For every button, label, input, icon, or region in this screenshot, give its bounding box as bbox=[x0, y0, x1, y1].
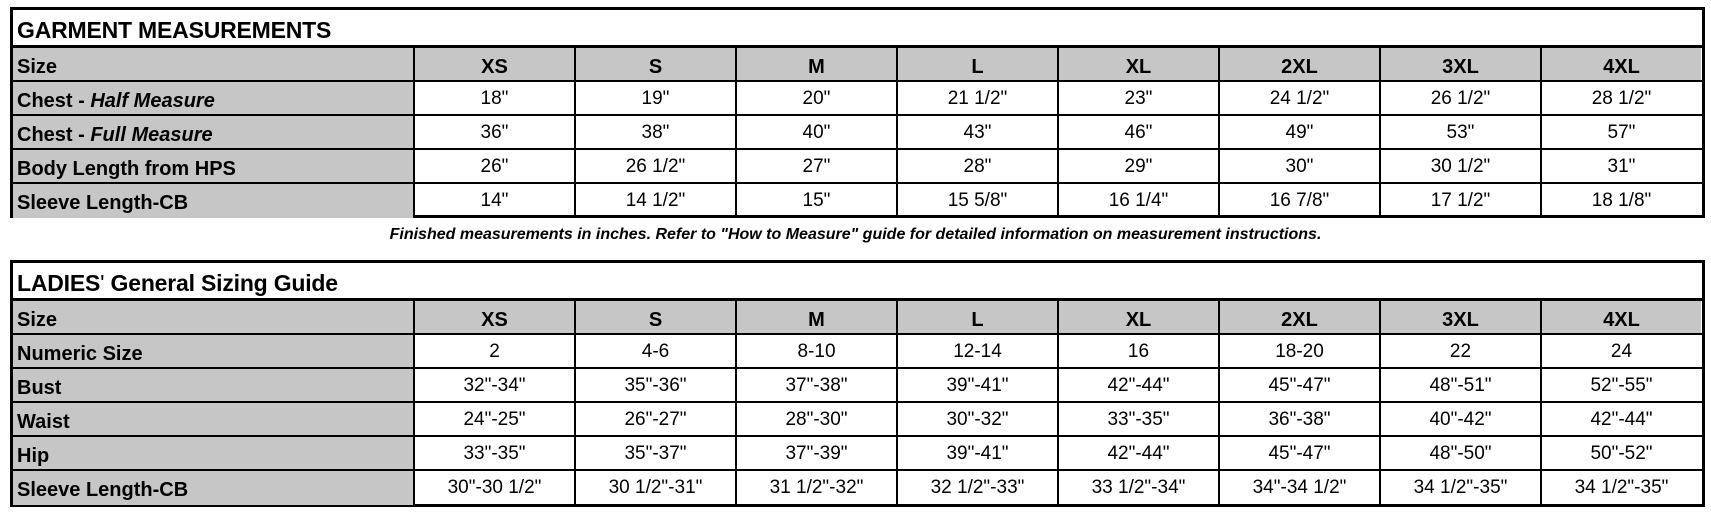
size-header-cell: XS bbox=[413, 48, 574, 80]
value-cell: 20" bbox=[735, 82, 896, 114]
ladies-sizing-table bbox=[10, 260, 1705, 507]
size-header-cell: M bbox=[735, 301, 896, 333]
value-cell: 37"-39" bbox=[735, 437, 896, 469]
row-label: Body Length from HPS bbox=[13, 150, 413, 182]
value-cell: 26"-27" bbox=[574, 403, 735, 435]
value-cell: 39"-41" bbox=[896, 369, 1057, 401]
value-cell: 26 1/2" bbox=[574, 150, 735, 182]
value-cell: 32 1/2"-33" bbox=[896, 471, 1057, 505]
ladies-row-sleeve-length bbox=[13, 471, 1702, 505]
value-cell: 33"-35" bbox=[413, 437, 574, 469]
value-cell: 2 bbox=[413, 335, 574, 367]
value-cell: 8-10 bbox=[735, 335, 896, 367]
row-label bbox=[13, 116, 413, 148]
value-cell: 40" bbox=[735, 116, 896, 148]
ladies-row-waist bbox=[13, 403, 1702, 437]
value-cell: 43" bbox=[896, 116, 1057, 148]
value-cell: 48"-51" bbox=[1379, 369, 1540, 401]
garment-table-title: GARMENT MEASUREMENTS bbox=[13, 10, 1702, 48]
value-cell: 14" bbox=[413, 184, 574, 218]
value-cell: 30 1/2" bbox=[1379, 150, 1540, 182]
garment-row-chest-half bbox=[13, 82, 1702, 116]
value-cell: 53" bbox=[1379, 116, 1540, 148]
value-cell: 35"-37" bbox=[574, 437, 735, 469]
value-cell: 16 bbox=[1057, 335, 1218, 367]
value-cell: 23" bbox=[1057, 82, 1218, 114]
size-header-cell: L bbox=[896, 301, 1057, 333]
value-cell: 21 1/2" bbox=[896, 82, 1057, 114]
value-cell: 33 1/2"-34" bbox=[1057, 471, 1218, 505]
value-cell: 33"-35" bbox=[1057, 403, 1218, 435]
value-cell: 30"-30 1/2" bbox=[413, 471, 574, 505]
size-header-cell: S bbox=[574, 301, 735, 333]
value-cell: 19" bbox=[574, 82, 735, 114]
ladies-row-bust bbox=[13, 369, 1702, 403]
row-label: Waist bbox=[13, 403, 413, 435]
value-cell: 4-6 bbox=[574, 335, 735, 367]
value-cell: 48"-50" bbox=[1379, 437, 1540, 469]
size-header-cell: XL bbox=[1057, 48, 1218, 80]
value-cell: 34 1/2"-35" bbox=[1540, 471, 1701, 505]
value-cell: 29" bbox=[1057, 150, 1218, 182]
value-cell: 15" bbox=[735, 184, 896, 218]
value-cell: 34 1/2"-35" bbox=[1379, 471, 1540, 505]
garment-row-sleeve-length bbox=[13, 184, 1702, 218]
value-cell: 27" bbox=[735, 150, 896, 182]
ladies-table-title bbox=[13, 263, 1702, 301]
value-cell: 18 1/8" bbox=[1540, 184, 1701, 218]
size-header-cell: 2XL bbox=[1218, 48, 1379, 80]
value-cell: 32"-34" bbox=[413, 369, 574, 401]
row-label: Bust bbox=[13, 369, 413, 401]
size-header-cell: S bbox=[574, 48, 735, 80]
row-label: Numeric Size bbox=[13, 335, 413, 367]
value-cell: 46" bbox=[1057, 116, 1218, 148]
value-cell: 16 7/8" bbox=[1218, 184, 1379, 218]
garment-header-label: Size bbox=[13, 48, 413, 80]
value-cell: 35"-36" bbox=[574, 369, 735, 401]
row-label: Hip bbox=[13, 437, 413, 469]
value-cell: 17 1/2" bbox=[1379, 184, 1540, 218]
value-cell: 42"-44" bbox=[1057, 437, 1218, 469]
ladies-row-hip bbox=[13, 437, 1702, 471]
value-cell: 38" bbox=[574, 116, 735, 148]
value-cell: 45"-47" bbox=[1218, 369, 1379, 401]
value-cell: 28" bbox=[896, 150, 1057, 182]
garment-header-row bbox=[13, 48, 1702, 82]
value-cell: 39"-41" bbox=[896, 437, 1057, 469]
value-cell: 14 1/2" bbox=[574, 184, 735, 218]
row-label-emphasis: Full Measure bbox=[90, 124, 213, 146]
ladies-row-numeric-size bbox=[13, 335, 1702, 369]
value-cell: 52"-55" bbox=[1540, 369, 1701, 401]
title-apostrophe: ' bbox=[100, 270, 105, 296]
size-header-cell: M bbox=[735, 48, 896, 80]
measurement-note: Finished measurements in inches. Refer to "How to Measure" guide for detailed information on measurement instructions. bbox=[389, 226, 1322, 243]
value-cell: 40"-42" bbox=[1379, 403, 1540, 435]
value-cell: 49" bbox=[1218, 116, 1379, 148]
size-header-cell: 2XL bbox=[1218, 301, 1379, 333]
row-label-emphasis: Half Measure bbox=[90, 90, 215, 112]
value-cell: 42"-44" bbox=[1057, 369, 1218, 401]
value-cell: 36" bbox=[413, 116, 574, 148]
value-cell: 12-14 bbox=[896, 335, 1057, 367]
size-header-cell: XS bbox=[413, 301, 574, 333]
title-bold: LADIES bbox=[17, 270, 101, 296]
value-cell: 57" bbox=[1540, 116, 1701, 148]
garment-row-chest-full bbox=[13, 116, 1702, 150]
value-cell: 36"-38" bbox=[1218, 403, 1379, 435]
value-cell: 24 1/2" bbox=[1218, 82, 1379, 114]
value-cell: 15 5/8" bbox=[896, 184, 1057, 218]
value-cell: 26" bbox=[413, 150, 574, 182]
size-header-cell: 4XL bbox=[1540, 301, 1701, 333]
value-cell: 28"-30" bbox=[735, 403, 896, 435]
value-cell: 26 1/2" bbox=[1379, 82, 1540, 114]
value-cell: 45"-47" bbox=[1218, 437, 1379, 469]
value-cell: 24"-25" bbox=[413, 403, 574, 435]
value-cell: 18" bbox=[413, 82, 574, 114]
value-cell: 42"-44" bbox=[1540, 403, 1701, 435]
row-label: Sleeve Length-CB bbox=[13, 184, 413, 218]
ladies-header-row bbox=[13, 301, 1702, 335]
value-cell: 28 1/2" bbox=[1540, 82, 1701, 114]
size-header-cell: 4XL bbox=[1540, 48, 1701, 80]
value-cell: 16 1/4" bbox=[1057, 184, 1218, 218]
garment-row-body-length bbox=[13, 150, 1702, 184]
row-label-text: Chest - bbox=[17, 124, 91, 146]
size-header-cell: XL bbox=[1057, 301, 1218, 333]
row-label-text: Chest - bbox=[17, 90, 91, 112]
value-cell: 30" bbox=[1218, 150, 1379, 182]
row-label: Sleeve Length-CB bbox=[13, 471, 413, 505]
size-header-cell: L bbox=[896, 48, 1057, 80]
value-cell: 34"-34 1/2" bbox=[1218, 471, 1379, 505]
size-header-cell: 3XL bbox=[1379, 301, 1540, 333]
garment-measurements-table bbox=[10, 7, 1705, 218]
value-cell: 18-20 bbox=[1218, 335, 1379, 367]
value-cell: 24 bbox=[1540, 335, 1701, 367]
row-label bbox=[13, 82, 413, 114]
value-cell: 31" bbox=[1540, 150, 1701, 182]
value-cell: 31 1/2"-32" bbox=[735, 471, 896, 505]
value-cell: 37"-38" bbox=[735, 369, 896, 401]
value-cell: 30 1/2"-31" bbox=[574, 471, 735, 505]
value-cell: 50"-52" bbox=[1540, 437, 1701, 469]
value-cell: 22 bbox=[1379, 335, 1540, 367]
ladies-header-label: Size bbox=[13, 301, 413, 333]
size-header-cell: 3XL bbox=[1379, 48, 1540, 80]
value-cell: 30"-32" bbox=[896, 403, 1057, 435]
title-rest: General Sizing Guide bbox=[104, 270, 338, 296]
